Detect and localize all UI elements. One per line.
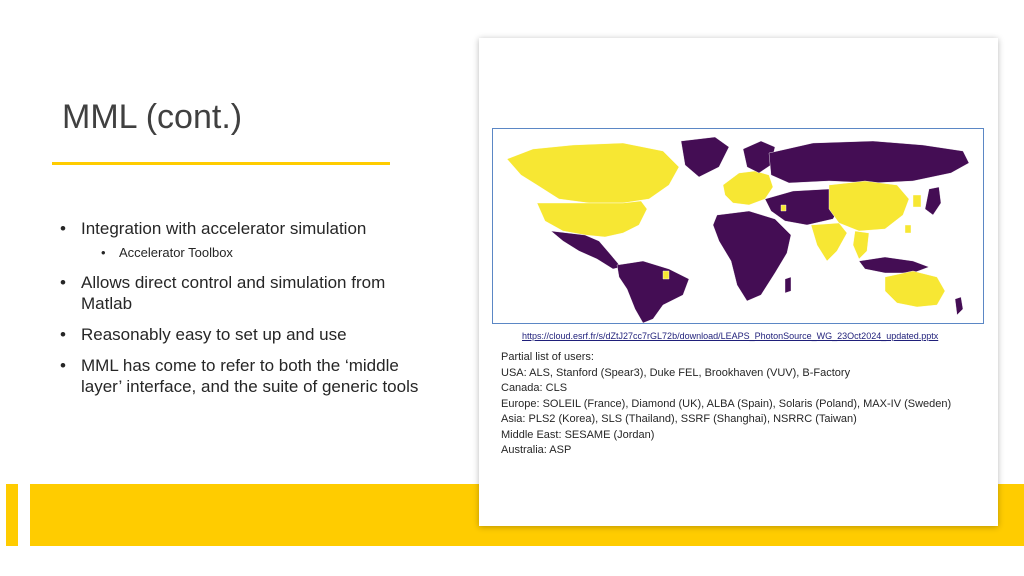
- map-region-jordan-marker: [781, 205, 786, 211]
- map-region-africa: [713, 211, 791, 301]
- map-region-central-america: [551, 231, 621, 269]
- users-line: Asia: PLS2 (Korea), SLS (Thailand), SSRF (Shanghai), NSRRC (Taiwan): [501, 413, 857, 425]
- users-line: Canada: CLS: [501, 382, 568, 394]
- world-map: [492, 128, 984, 324]
- slide-title: MML (cont.): [62, 98, 243, 136]
- map-region-new-zealand: [955, 297, 963, 315]
- bullet-item: • Integration with accelerator simulation: [60, 218, 420, 239]
- source-link[interactable]: https://cloud.esrf.fr/s/dZtJ27cc7rGL72b/download/LEAPS_PhotonSource_WG_23Oct2024_updated.pptx: [522, 331, 939, 341]
- users-line: USA: ALS, Stanford (Spear3), Duke FEL, Brookhaven (VUV), B-Factory: [501, 366, 851, 379]
- map-region-australia: [885, 271, 945, 307]
- bullet-list: [60, 218, 420, 407]
- users-line: Australia: ASP: [501, 444, 572, 456]
- bullet-item: • Allows direct control and simulation from Matlab: [60, 272, 420, 314]
- map-region-china: [829, 181, 909, 231]
- users-line: Europe: SOLEIL (France), Diamond (UK), ALBA (Spain), Solaris (Poland), MAX-IV (Sweden): [501, 397, 952, 410]
- map-region-south-america: [617, 261, 689, 323]
- map-region-india: [811, 223, 847, 261]
- users-heading: Partial list of users:: [501, 351, 594, 363]
- map-region-russia: [769, 141, 969, 183]
- map-region-thailand: [853, 231, 869, 259]
- map-region-japan: [925, 187, 941, 215]
- map-region-greenland: [681, 137, 729, 177]
- accent-stub: [6, 484, 18, 546]
- world-map-graphic: [493, 129, 983, 323]
- map-region-madagascar: [785, 277, 791, 293]
- users-line: Middle East: SESAME (Jordan): [501, 428, 655, 441]
- map-region-korea: [913, 195, 921, 207]
- bullet-item: • MML has come to refer to both the ‘middle layer’ interface, and the suite of generic tools: [60, 355, 420, 397]
- bullet-item: • Reasonably easy to set up and use: [60, 324, 420, 345]
- map-region-indonesia: [859, 257, 929, 273]
- map-region-canada: [507, 143, 679, 203]
- users-list: [501, 350, 991, 459]
- sub-bullet-item: • Accelerator Toolbox: [60, 244, 420, 262]
- map-region-taiwan: [905, 225, 911, 233]
- map-region-brazil-marker: [663, 271, 669, 279]
- title-underline: [52, 162, 390, 165]
- info-card: [479, 38, 998, 526]
